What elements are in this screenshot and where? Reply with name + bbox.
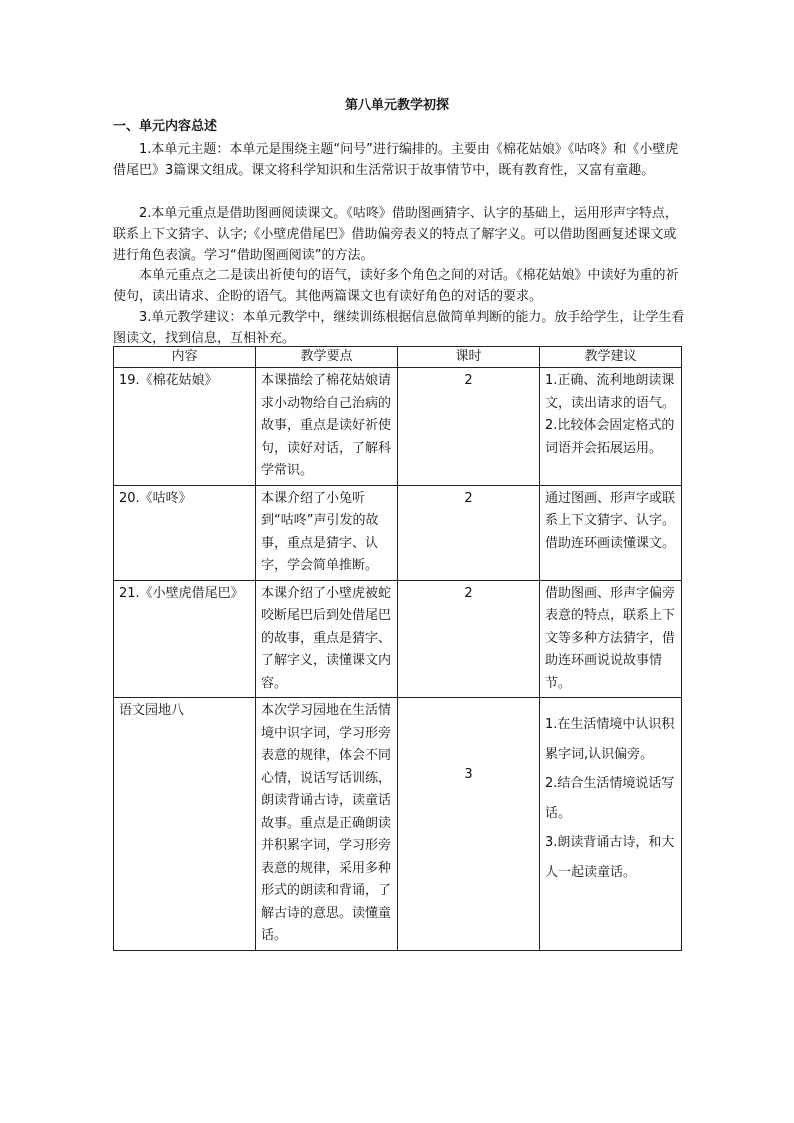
table-row	[114, 485, 682, 580]
paragraph-focus: 2.本单元重点是借助图画阅读课文。《咕咚》借助图画猜字、认字的基础上，运用形声字特点，联系上下文猜字、认字;《小壁虎借尾巴》借助偏旁表义的特点了解字义。可以借助图画复述课文或进行角色表演。学习“借助图画阅读”的方法。	[113, 206, 678, 263]
suggestion-item: 3.朗读背诵古诗，和大人一起读童话。	[545, 835, 675, 880]
header-hours: 课时	[398, 347, 540, 368]
table-row	[114, 580, 682, 698]
lesson-hours: 2	[398, 485, 540, 580]
lesson-suggestions	[540, 580, 682, 698]
lesson-points: 本课描绘了棉花姑娘请求小动物给自己治病的故事，重点是读好祈使句，读好对话，了解科学常识。	[256, 368, 398, 486]
lesson-name: 19.《棉花姑娘》	[114, 368, 256, 486]
table-row	[114, 368, 682, 486]
paragraph-suggestion: 3.单元教学建议：本单元教学中，继续训练根据信息做简单判断的能力。放手给学生，让学生看图读文，找到信息，互相补充。	[113, 310, 685, 346]
suggestion-item: 通过图画、形声字或联系上下文猜字、认字。借助连环画读懂课文。	[545, 490, 676, 551]
document-title: 第八单元教学初探	[344, 98, 449, 113]
suggestion-item: 1.正确、流利地朗读课文，读出请求的语气。	[545, 373, 676, 411]
lesson-suggestions	[540, 368, 682, 486]
lesson-name: 20.《咕咚》	[114, 485, 256, 580]
paragraph-theme: 1.本单元主题：本单元是围绕主题“问号”进行编排的。主要由《棉花姑娘》《咕咚》和《小壁虎借尾巴》3篇课文组成。课文将科学知识和生活常识于故事情节中，既有教育性，又富有童趣。	[113, 142, 679, 178]
lesson-hours: 2	[398, 368, 540, 486]
lesson-points: 本课介绍了小兔听到“咕咚”声引发的故事，重点是猜字、认字，学会简单推断。	[256, 485, 398, 580]
suggestion-item: 1.在生活情境中认识积累字词,认识偏旁。	[545, 717, 675, 762]
lesson-name: 21.《小壁虎借尾巴》	[114, 580, 256, 698]
header-suggestions: 教学建议	[540, 347, 682, 368]
header-content: 内容	[114, 347, 256, 368]
lesson-points: 本次学习园地在生活情境中识字词，学习形旁表意的规律，体会不同心情，说话写话训练，朗读背诵古诗，读童话故事。重点是正确朗读并积累字词，学习形旁表意的规律，采用多种形式的朗读和背诵，了解古诗的意思。读懂童话。	[256, 698, 398, 951]
suggestion-item: 借助图画、形声字偏旁表意的特点，联系上下文等多种方法猜字，借助连环画说说故事情节。	[545, 585, 676, 691]
lesson-hours: 3	[398, 698, 540, 951]
table-header-row	[114, 347, 682, 368]
lesson-plan-table	[113, 346, 682, 951]
suggestion-item: 2.比较体会固定格式的词语并会拓展运用。	[545, 418, 675, 456]
lesson-suggestions	[540, 485, 682, 580]
section-heading: 一、单元内容总述	[113, 119, 218, 134]
paragraph-focus-two: 本单元重点之二是读出祈使句的语气，读好多个角色之间的对话。《棉花姑娘》中读好为重的祈使句，读出请求、企盼的语气。其他两篇课文也有读好角色的对话的要求。	[113, 268, 679, 304]
lesson-suggestions	[540, 698, 682, 951]
suggestion-item: 2.结合生活情境说话写话。	[545, 776, 675, 821]
lesson-points: 本课介绍了小壁虎被蛇咬断尾巴后到处借尾巴的故事，重点是猜字、了解字义，读懂课文内容。	[256, 580, 398, 698]
lesson-name: 语文园地八	[114, 698, 256, 951]
lesson-hours: 2	[398, 580, 540, 698]
table-row	[114, 698, 682, 951]
header-key-points: 教学要点	[256, 347, 398, 368]
